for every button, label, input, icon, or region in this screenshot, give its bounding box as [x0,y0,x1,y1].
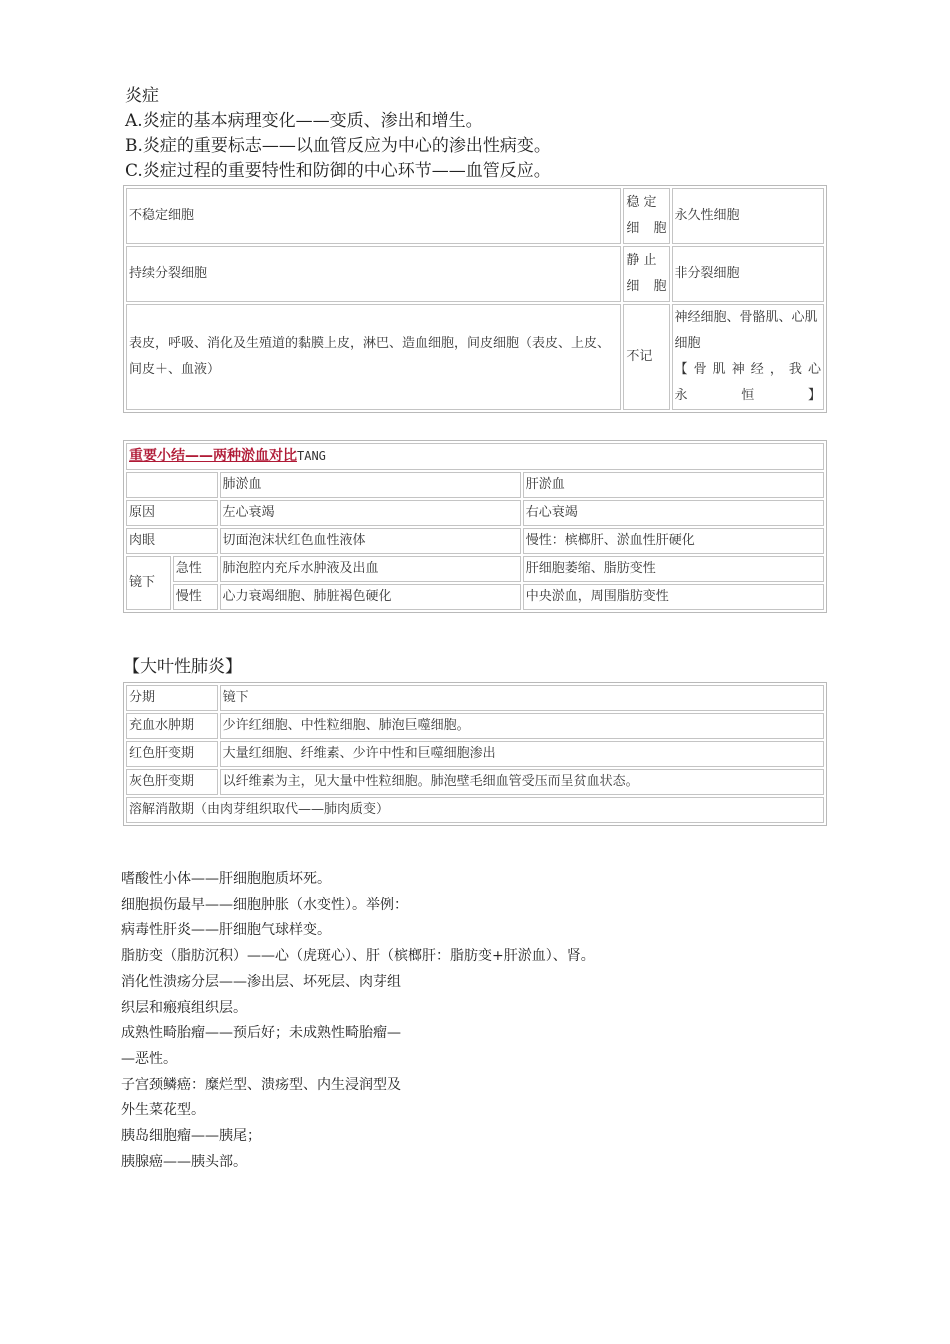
table-row [126,769,824,795]
note-line: —恶性。 [121,1050,177,1067]
micro-gray-hepatization: 以纤维素为主，见大量中性粒细胞。肺泡壁毛细血管受压而呈贫血状态。 [220,769,824,795]
note-line: 成熟性畸胎瘤——预后好；未成熟性畸胎瘤— [121,1025,401,1042]
note-line: 胰岛细胞瘤——胰尾； [121,1128,261,1145]
table-row [126,741,824,767]
pneumonia-stage-table [123,682,827,826]
header-microscopic: 镜下 [220,685,824,711]
micro-red-hepatization: 大量红细胞、纤维素、少许中性和巨噬细胞渗出 [220,741,824,767]
stage-resolution: 溶解消散期（由肉芽组织取代——肺肉质变） [126,797,824,823]
liver-gross: 慢性：槟榔肝、淤血性肝硬化 [523,528,824,554]
pneumonia-heading: 【大叶性肺炎】 [123,657,242,677]
table-row [126,713,824,739]
note-line: 嗜酸性小体——肝细胞胞质坏死。 [121,871,331,887]
cell-type-table [123,185,827,413]
cell-quiescent: 静 止 细 胞 [623,246,669,302]
header-stage: 分期 [126,685,218,711]
cell-continuous-division: 持续分裂细胞 [126,246,621,302]
note-line: 外生菜花型。 [121,1102,205,1119]
cell-permanent: 永久性细胞 [672,188,824,244]
header-liver: 肝淤血 [523,472,824,498]
label-microscopic: 镜下 [126,556,171,610]
table-row [126,556,824,582]
table-row [126,500,824,526]
table-row [126,584,824,610]
intro-section [125,84,551,184]
cell-permanent-examples [672,304,824,410]
intro-title: 炎症 [125,86,159,106]
table-row [126,188,824,244]
table-row [126,304,824,410]
intro-line-c: C.炎症过程的重要特性和防御的中心环节——血管反应。 [125,161,551,181]
intro-line-a: A.炎症的基本病理变化——变质、渗出和增生。 [125,111,483,131]
note-line: 脂肪变（脂肪沉积）——心（虎斑心）、肝（槟榔肝：脂肪变+肝淤血）、肾。 [121,948,595,965]
table-row [126,246,824,302]
permanent-mnemonic: 【 骨 肌 神 经 ， 我 心 永 恒 】 [674,362,821,403]
stage-congestion: 充血水肿期 [126,713,218,739]
cell-unstable-examples: 表皮，呼吸、消化及生殖道的黏膜上皮，淋巴、造血细胞，间皮细胞（表皮、上皮、间皮＋、血液） [126,304,621,410]
lung-cause: 左心衰竭 [220,500,521,526]
liver-cause: 右心衰竭 [523,500,824,526]
header-empty [126,472,218,498]
label-acute: 急性 [173,556,218,582]
micro-congestion: 少许红细胞、中性粒细胞、肺泡巨噬细胞。 [220,713,824,739]
summary-title: 重要小结——两种淤血对比 [129,448,297,464]
intro-line-b: B.炎症的重要标志——以血管反应为中心的渗出性病变。 [125,136,551,156]
notes-section [121,867,595,1175]
permanent-examples-text: 神经细胞、骨骼肌、心肌细胞 [674,310,818,351]
label-cause: 原因 [126,500,218,526]
table-row [126,528,824,554]
table-row [126,472,824,498]
note-line: 消化性溃疡分层——渗出层、坏死层、肉芽组 [121,973,401,990]
stage-gray-hepatization: 灰色肝变期 [126,769,218,795]
lung-chronic: 心力衰竭细胞、肺脏褐色硬化 [220,584,521,610]
note-line: 胰腺癌——胰头部。 [121,1153,247,1170]
note-line: 织层和瘢痕组织层。 [121,999,247,1016]
table-row [126,797,824,823]
cell-unstable: 不稳定细胞 [126,188,621,244]
label-chronic: 慢性 [173,584,218,610]
note-line: 细胞损伤最早——细胞肿胀（水变性）。举例： [121,896,408,913]
table-row [126,685,824,711]
note-line: 病毒性肝炎——肝细胞气球样变。 [121,922,331,939]
lung-acute: 肺泡腔内充斥水肿液及出血 [220,556,521,582]
cell-non-dividing: 非分裂细胞 [672,246,824,302]
summary-title-suffix: TANG [297,449,326,463]
header-lung: 肺淤血 [220,472,521,498]
liver-chronic: 中央淤血，周围脂肪变性 [523,584,824,610]
note-line: 子宫颈鳞癌：糜烂型、溃疡型、内生浸润型及 [121,1076,401,1093]
cell-stable: 稳 定 细 胞 [623,188,669,244]
label-gross: 肉眼 [126,528,218,554]
summary-title-cell [126,443,824,470]
stage-red-hepatization: 红色肝变期 [126,741,218,767]
liver-acute: 肝细胞萎缩、脂肪变性 [523,556,824,582]
table-row [126,443,824,470]
cell-not-memorized: 不记 [623,304,669,410]
lung-gross: 切面泡沫状红色血性液体 [220,528,521,554]
congestion-comparison-table [123,440,827,613]
